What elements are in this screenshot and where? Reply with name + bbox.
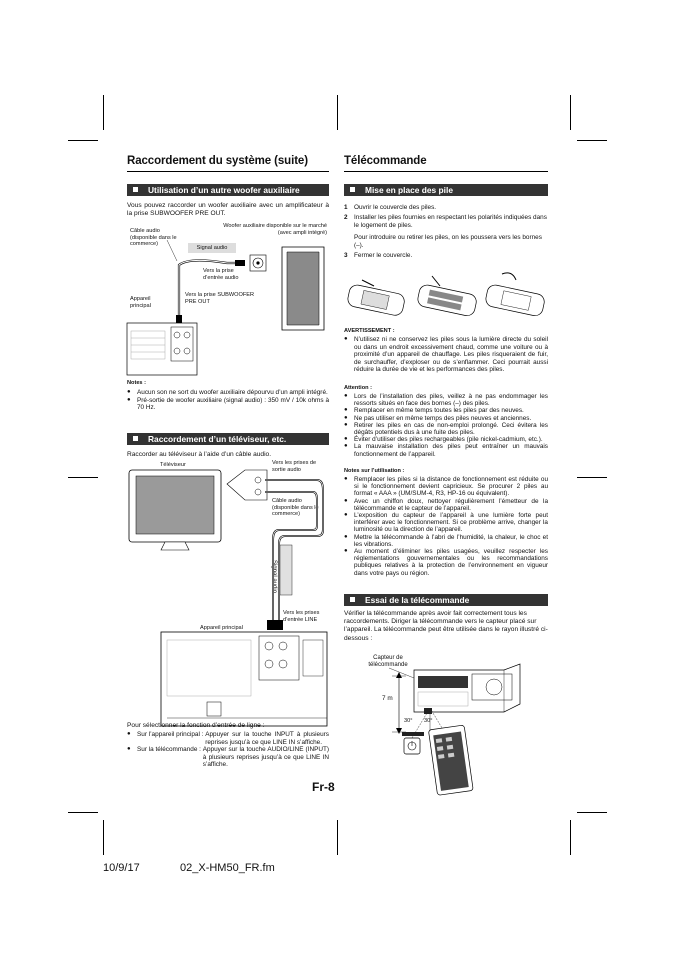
- section-bar-tv: Raccordement d’un téléviseur, etc.: [127, 433, 329, 445]
- attention-item: ● Retirer les piles en cas de non-emploi prolongé. Ceci évitera les dégâts potentiels dus à une fuite des piles.: [344, 422, 548, 436]
- select-head: Sur la télécommande :: [137, 746, 201, 754]
- usage-item: ● L’exposition du capteur de l’appareil à une lumière forte peut interférer avec le fonctionnement. Si ce problème arrive, changer la luminosité ou la direction de l’appareil.: [344, 512, 548, 534]
- select-head: Sur l’appareil principal :: [137, 731, 204, 738]
- select-item: ● Sur la télécommande : Appuyer sur la touche AUDIO/LINE (INPUT) à plusieurs reprises jusqu’à ce que LINE IN s’affiche.: [127, 746, 329, 769]
- select-intro: Pour sélectionner la fonction d’entrée de ligne :: [127, 722, 265, 729]
- select-item: ● Sur l’appareil principal : Appuyer sur la touche INPUT à plusieurs reprises jusqu’à ce que LINE IN s’affiche.: [127, 731, 329, 746]
- crop-mark: [68, 477, 98, 478]
- step: 1 Ouvrir le couvercle des piles.: [344, 204, 437, 211]
- page-number: Fr-8: [312, 780, 335, 794]
- usage-list: [344, 476, 548, 577]
- usage-item: ● Avec un chiffon doux, nettoyer régulièrement l’émetteur de la télécommande et le capteur de l’appareil.: [344, 498, 548, 512]
- usage-item: ● Remplacer les piles si la distance de fonctionnement est réduite ou si le fonctionnement devient capricieux. Se procurer 2 piles au format « AAA » (UM/SUM-4, R3, HP-16 ou équivalent).: [344, 476, 548, 498]
- label-tv-cable: Câble audio (disponible dans le commerce): [272, 498, 319, 518]
- crop-mark: [68, 812, 98, 813]
- attention-item: ● La mauvaise installation des piles peut entraîner un mauvais fonctionnement de l’appareil.: [344, 443, 548, 457]
- battery-steps: [344, 204, 548, 260]
- select-body: Appuyer sur la touche AUDIO/LINE (INPUT) à plusieurs reprises jusqu’à ce que LINE IN s’affiche.: [202, 746, 329, 769]
- label-main-unit: Appareil principal: [130, 296, 151, 309]
- crop-mark: [337, 95, 338, 130]
- label-to-input: Vers la prise d’entrée audio: [203, 268, 239, 281]
- crop-mark: [103, 95, 104, 130]
- crop-mark: [577, 477, 607, 478]
- section-title: Raccordement du système (suite): [127, 155, 308, 167]
- step: Pour introduire ou retirer les piles, on les poussera vers les bornes (–).: [354, 234, 542, 249]
- select-list: [127, 731, 329, 769]
- section-title: Télécommande: [344, 155, 427, 167]
- attention-item: ● Lors de l’installation des piles, veillez à ne pas endommager les ressorts situés en face des bornes (–) des piles.: [344, 393, 548, 407]
- crop-mark: [577, 812, 607, 813]
- label-angle-left: 30°: [404, 718, 413, 724]
- battery-illustration: [344, 270, 548, 326]
- label-woofer-market: Woofer auxiliaire disponible sur le marché (avec ampli intégré): [223, 223, 327, 236]
- attention-item: ● Ne pas utiliser en même temps des piles neuves et anciennes.: [344, 415, 548, 422]
- woofer-notes: [127, 389, 329, 412]
- notes-title: Notes :: [127, 380, 146, 386]
- label-cable: Câble audio (disponible dans le commerce): [130, 228, 177, 248]
- crop-mark: [337, 820, 338, 855]
- crop-mark: [103, 820, 104, 855]
- step: 2 Installer les piles fournies en respectant les polarités indiquées dans le logement de piles.: [344, 214, 547, 229]
- attention-list: [344, 393, 548, 458]
- usage-title: Notes sur l’utilisation :: [344, 468, 405, 474]
- label-tv-signal: Signal audio: [271, 560, 277, 594]
- warning-list: [344, 336, 548, 374]
- attention-item: ● Éviter d’utiliser des piles rechargeables (pile nickel-cadmium, etc.).: [344, 436, 548, 443]
- note-item: ● Aucun son ne sort du woofer auxiliaire dépourvu d’un ampli intégré.: [127, 389, 329, 397]
- tv-illustration: [127, 460, 329, 728]
- woofer-intro: Vous pouvez raccorder un woofer auxiliaire avec un amplificateur à la prise SUBWOOFER PRE OUT.: [127, 202, 329, 218]
- section-bar-woofer: Utilisation d’un autre woofer auxiliaire: [127, 184, 329, 196]
- crop-mark: [570, 820, 571, 855]
- footer-file: 02_X-HM50_FR.fm: [180, 862, 275, 874]
- title-rule: [344, 171, 548, 172]
- crop-mark: [570, 95, 571, 130]
- label-angle-right: 30°: [424, 718, 433, 724]
- label-to-output: Vers les prises de sortie audio: [272, 460, 317, 473]
- section-bar-battery: Mise en place des pile: [344, 184, 548, 196]
- note-item: ● Pré-sortie de woofer auxiliaire (signal audio) : 350 mV / 10k ohms à 70 Hz.: [127, 397, 329, 412]
- label-tv: Téléviseur: [160, 462, 186, 468]
- label-sensor: Capteur de télécommande: [368, 655, 408, 668]
- title-rule: [127, 171, 329, 172]
- attention-item: ● Remplacer en même temps toutes les piles par des neuves.: [344, 407, 548, 414]
- step: 3 Fermer le couvercle.: [344, 252, 413, 259]
- warning-item: ● N’utilisez ni ne conservez les piles sous la lumière directe du soleil ou dans un endroit excessivement chaud, comme une voiture ou à proximité d’un appareil de chauffage. Les piles risqueraient de fuir, de surchauffer, d’exploser ou de s’enflammer. Ceci pourrait aussi réduire la durée de vie et les performances des piles.: [344, 336, 548, 374]
- woofer-illustration: [127, 235, 329, 375]
- warning-title: AVERTISSEMENT :: [344, 328, 395, 334]
- test-illustration: [344, 660, 548, 790]
- label-to-line: Vers les prises d’entrée LINE: [283, 610, 320, 623]
- crop-mark: [68, 140, 98, 141]
- crop-mark: [577, 140, 607, 141]
- usage-item: ● Au moment d’éliminer les piles usagées, veuillez respecter les réglementations gouvernementales ou les recommandations publiques relatives à la protection de l’environnement en vigueur dans votre pays ou région.: [344, 548, 548, 577]
- attention-title: Attention :: [344, 385, 372, 391]
- label-distance: 7 m: [382, 695, 393, 702]
- label-signal: Signal audio: [188, 243, 236, 253]
- test-text: Vérifier la télécommande après avoir fait correctement tous les raccordements. Diriger la télécommande vers le capteur placé sur l’appareil. La télécommande peut être utilisée dans le rayon illustré ci-dessous :: [344, 610, 548, 642]
- select-body: Appuyer sur la touche INPUT à plusieurs reprises jusqu’à ce que LINE IN s’affiche.: [205, 731, 329, 746]
- label-to-sub: Vers la prise SUBWOOFER PRE OUT: [185, 292, 255, 305]
- footer-date: 10/9/17: [103, 862, 140, 874]
- section-bar-test: Essai de la télécommande: [344, 594, 548, 606]
- label-tv-main-unit: Appareil principal: [200, 625, 243, 631]
- tv-intro: Raccorder au téléviseur à l’aide d’un câble audio.: [127, 451, 272, 458]
- usage-item: ● Mettre la télécommande à l’abri de l’humidité, la chaleur, le choc et les vibrations.: [344, 534, 548, 548]
